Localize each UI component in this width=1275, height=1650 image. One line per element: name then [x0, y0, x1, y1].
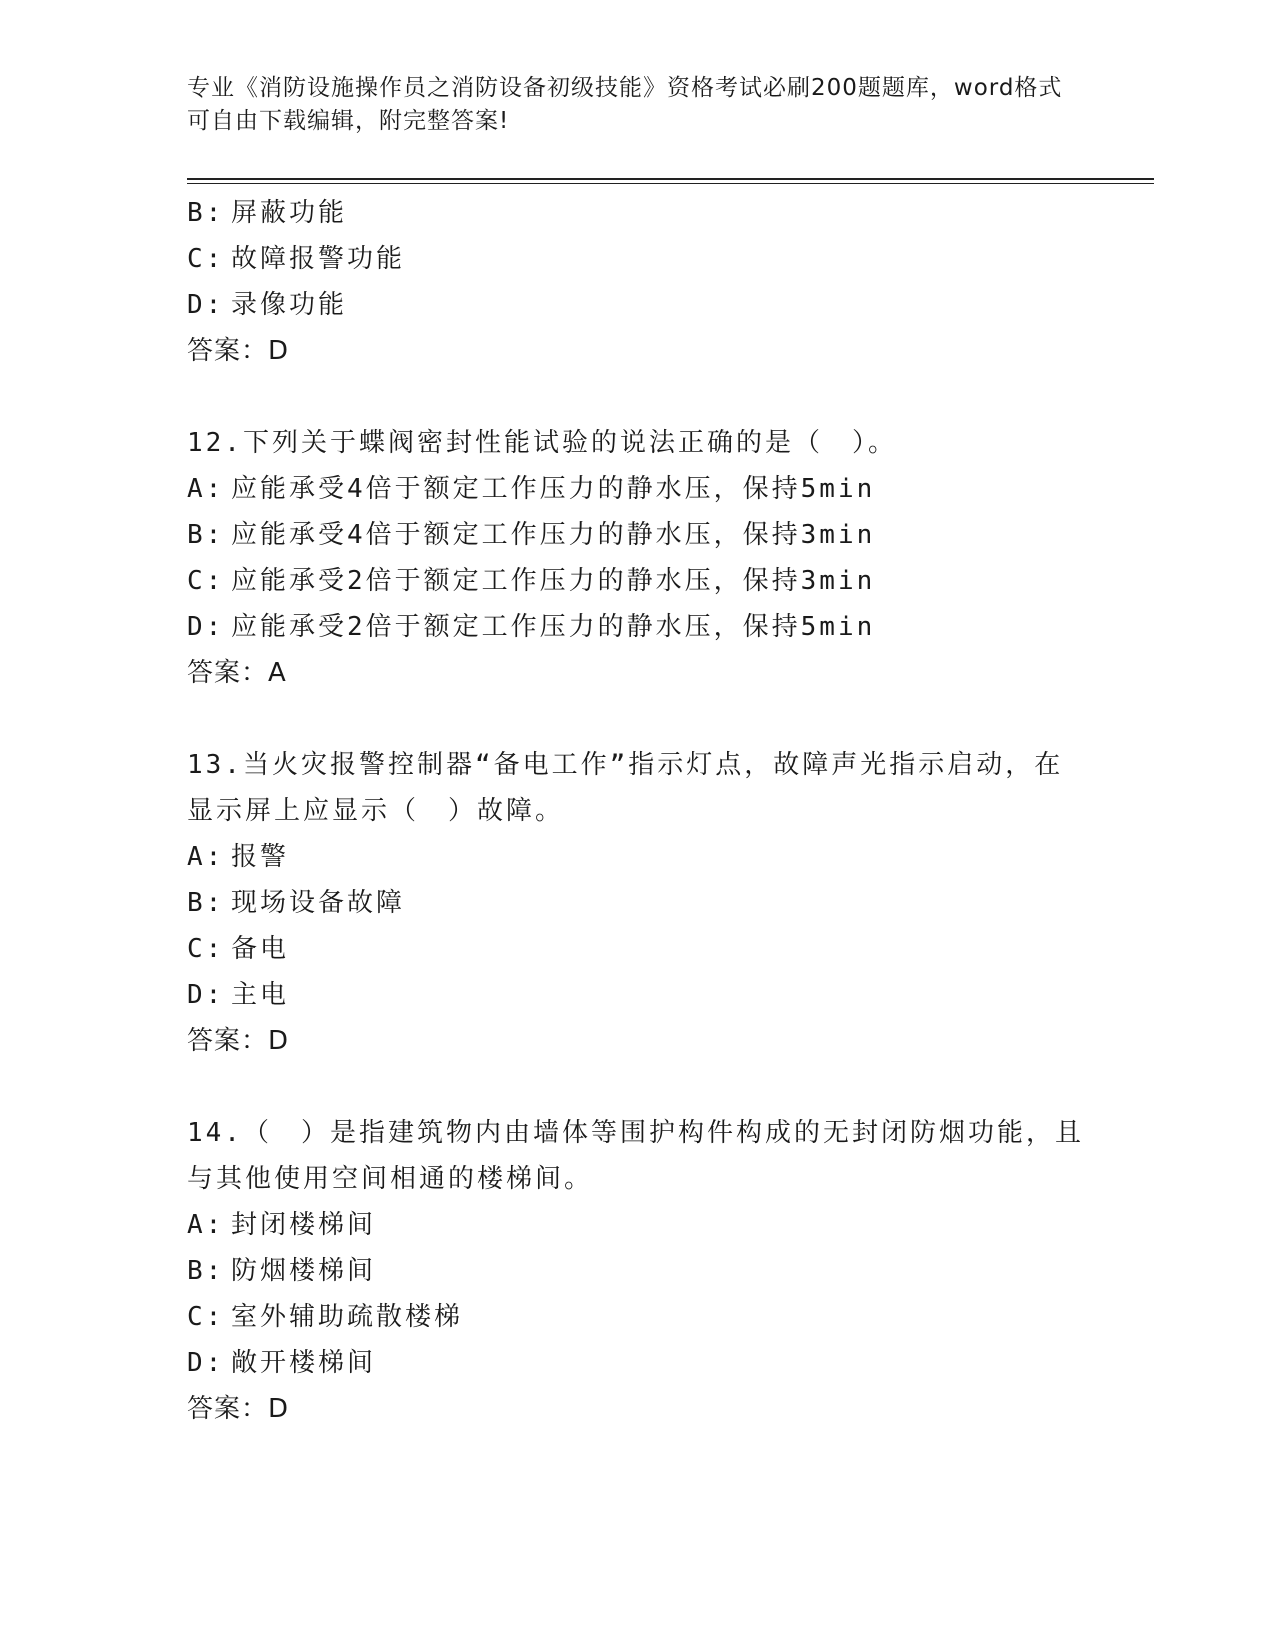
option-d: D: 敞开楼梯间	[187, 1348, 377, 1378]
page-header: 专业《消防设施操作员之消防设备初级技能》资格考试必刷200题题库，word格式可自由下载编辑，附完整答案!	[187, 75, 1063, 134]
option-a: A: 报警	[187, 842, 290, 872]
option-a: A: 应能承受4倍于额定工作压力的静水压，保持5min	[187, 474, 876, 504]
question-stem: 14.（ ）是指建筑物内由墙体等围护构件构成的无封闭防烟功能，且与其他使用空间相通的楼梯间。	[187, 1118, 1084, 1194]
question-stem: 12.下列关于蝶阀密封性能试验的说法正确的是（ ）。	[187, 428, 897, 458]
spacer	[187, 696, 1087, 742]
option-c: C: 室外辅助疏散楼梯	[187, 1302, 464, 1332]
option-b: B: 应能承受4倍于额定工作压力的静水压，保持3min	[187, 520, 876, 550]
spacer	[187, 1064, 1087, 1110]
question-list	[187, 190, 1087, 1432]
answer-line: 答案：A	[187, 658, 287, 688]
option-b: B: 防烟楼梯间	[187, 1256, 377, 1286]
option-d: D: 录像功能	[187, 290, 348, 320]
option-d: D: 应能承受2倍于额定工作压力的静水压，保持5min	[187, 612, 876, 642]
option-c: C: 应能承受2倍于额定工作压力的静水压，保持3min	[187, 566, 876, 596]
answer-line: 答案：D	[187, 336, 290, 366]
option-b: B: 屏蔽功能	[187, 198, 348, 228]
option-a: A: 封闭楼梯间	[187, 1210, 377, 1240]
option-d: D: 主电	[187, 980, 290, 1010]
answer-line: 答案：D	[187, 1026, 290, 1056]
question-stem: 13.当火灾报警控制器“备电工作”指示灯点，故障声光指示启动，在显示屏上应显示（ ）故障。	[187, 750, 1064, 826]
option-b: B: 现场设备故障	[187, 888, 406, 918]
header-rule-bottom	[187, 183, 1154, 184]
spacer	[187, 374, 1087, 420]
answer-line: 答案：D	[187, 1394, 290, 1424]
option-c: C: 备电	[187, 934, 290, 964]
option-c: C: 故障报警功能	[187, 244, 406, 274]
header-rule-top	[187, 178, 1154, 180]
